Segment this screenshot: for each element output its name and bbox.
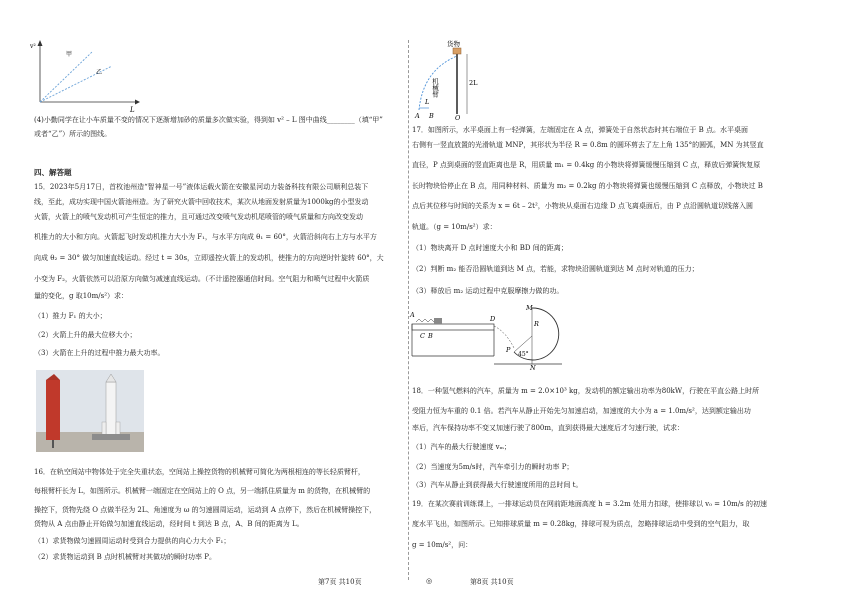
- q15-line-5: 小变为 F₂，火箭依然可以沿原方向做匀减速直线运动。（不计遥控器通信时间。空气阻力和喷气过程中火箭质: [34, 275, 370, 283]
- q15-line-2: 火箭，火箭上的喷气发动机可产生恒定的推力，且可通过改变喷气发动机尾喷管的喷气质量和方向改变发动: [34, 213, 363, 221]
- q16-line-0: 16．在轨空间站中物体处于完全失重状态，空间站上操控货物的机械臂可简化为两根相连的等长轻质臂杆，: [34, 468, 365, 476]
- fig17-c: C: [420, 332, 425, 340]
- graph-y-label: v²: [30, 43, 36, 50]
- fig16-cargo: 货物: [447, 40, 460, 48]
- graph-x-label: L: [130, 106, 135, 114]
- q15-part-3: （3）火箭在上升的过程中推力最大功率。: [34, 349, 165, 357]
- fig16-b: B: [429, 112, 434, 120]
- graph-line-jia: [40, 52, 92, 102]
- q18-line-0: 18．一种氢气燃料的汽车，质量为 m = 2.0×10³ kg，发动机的额定输出功率为80kW，行驶在平直公路上时所: [412, 387, 760, 395]
- fig16-a: A: [415, 112, 420, 120]
- q17-line-1: 右侧有一竖直放置的光滑轨道 MNP，其形状为半径 R = 0.8m 的圆环剪去了左上角 135°的圆弧，MN 为其竖直: [412, 141, 764, 149]
- q17-line-4: 点后其位移与时间的关系为 x = 6t – 2t²，小物块从桌面右边缘 D 点飞离桌面后，由 P 点沿圆轨道切线落入圆: [412, 202, 753, 210]
- fig17-angle: 45°: [518, 351, 529, 358]
- q18-line-1: 受阻力恒为车重的 0.1 倍。若汽车从静止开始先匀加速启动，加速度的大小为 a = 1.0m/s²，达到额定输出功: [412, 407, 751, 415]
- robot-arm-figure: [405, 40, 505, 120]
- fig17-p: P: [506, 346, 511, 354]
- q18-part-2: （2）当速度为5m/s时，汽车牵引力的瞬时功率 P；: [412, 463, 574, 471]
- fig17-m: M: [526, 304, 533, 312]
- q17-part-2: （2）判断 m₂ 能否沿圆轨道到达 M 点，若能，求物块沿圆轨道到达 M 点时对轨道的压力；: [412, 265, 699, 273]
- v2-L-graph: [30, 38, 140, 114]
- q15-part-2: （2）火箭上升的最大位移大小；: [34, 331, 137, 339]
- track-figure: [406, 304, 566, 370]
- fig16-l: L: [425, 98, 430, 106]
- q19-line-0: 19．在某次赛前训练课上，一排球运动员在网前距地面高度 h = 3.2m 处用力扣球，使排球以 v₀ = 10m/s 的初速: [412, 500, 767, 508]
- fig16-length: 2L: [469, 79, 478, 87]
- q17-line-2: 直径，P 点到桌面的竖直距离也是 R，用质量 m₁ = 0.4kg 的小物块将弹簧缓慢压缩到 C 点，释放后弹簧恢复原: [412, 161, 761, 169]
- q15-line-1: 线，至此，成功实现中国火箭池州造。为了研究火箭中回收技术，某次从地面发射质量为1000kg的小型发动: [34, 198, 369, 206]
- q17-line-3: 长时物块恰停止在 B 点，用同种材料、质量为 m₂ = 0.2kg 的小物块将弹簧也缓慢压缩到 C 点释放，小物块过 B: [412, 182, 763, 190]
- q18-part-1: （1）汽车的最大行驶速度 vₘ；: [412, 443, 511, 451]
- q19-line-2: g = 10m/s²，问：: [412, 541, 473, 549]
- fig17-b: B: [428, 332, 433, 340]
- fig17-n: N: [530, 364, 536, 372]
- rocket-photo: [36, 370, 144, 452]
- q4-line-1: (4)小勤同学在让小车质量不变的情况下逐渐增加砂的质量多次做实验，得到如 v² – L 图中曲线________（填“甲”: [34, 116, 383, 124]
- graph-label-yi: 乙: [96, 69, 103, 76]
- footer-right-page-number: 第8页 共10页: [470, 578, 514, 586]
- section-title: 四、解答题: [34, 168, 72, 177]
- footer-left-page-number: 第7页 共10页: [318, 578, 362, 586]
- q16-line-2: 操控下，货物先绕 O 点做半径为 2L、角速度为 ω 的匀速圆周运动，运动到 A 点停下，然后在机械臂操控下，: [34, 506, 377, 514]
- graph-label-jia: 甲: [66, 51, 73, 58]
- q16-part-1: （1）求货物做匀速圆周运动时受到合力提供的向心力大小 F₁；: [34, 537, 231, 545]
- q17-part-1: （1）物块离开 D 点时速度大小和 BD 间的距离；: [412, 244, 568, 252]
- fig17-d: D: [490, 315, 496, 323]
- footer-center-mark: ◎: [426, 577, 433, 585]
- q16-part-2: （2）求货物运动到 B 点时机械臂对其做功的瞬时功率 P。: [34, 553, 216, 561]
- q15-line-0: 15．2023年5月17日，首枚池州造“智神星一号”液体运载火箭在安徽星河动力装备科技有限公司顺利总装下: [34, 183, 369, 191]
- q15-line-6: 量的变化，g 取10m/s²）求：: [34, 292, 129, 300]
- fig17-a: A: [410, 311, 415, 319]
- q15-line-4: 向成 θ₂ = 30° 做匀加速直线运动。经过 t = 30s，立即遥控火箭上的发动机，使推力的方向逆时针旋转 60°，大: [34, 254, 384, 262]
- q15-line-3: 机推力的大小和方向。火箭起飞时发动机推力大小为 F₁，与水平方向成 θ₁ = 60°，火箭沿斜向右上方与水平方: [34, 233, 377, 241]
- q17-part-3: （3）释放后 m₂ 运动过程中克服摩擦力做的功。: [412, 287, 564, 295]
- q18-part-3: （3）汽车从静止到获得最大行驶速度所用的总时间 t。: [412, 481, 583, 489]
- q15-part-1: （1）推力 F₁ 的大小；: [34, 312, 107, 320]
- q18-line-2: 率后，汽车保持功率不变又加速行驶了800m，直到获得最大速度后才匀速行驶，试求：: [412, 424, 684, 432]
- q17-line-5: 轨道。（g = 10m/s²）求：: [412, 223, 497, 231]
- fig16-o: O: [455, 114, 461, 122]
- q4-line-2: 或者“乙”）所示的图线。: [34, 130, 112, 138]
- fig17-r: R: [534, 320, 539, 328]
- q16-line-1: 每根臂杆长为 L，如图所示。机械臂一端固定在空间站上的 O 点，另一端抓住质量为 m 的货物，在机械臂的: [34, 487, 371, 495]
- q16-line-3: 货物从 A 点由静止开始做匀加速直线运动，经时间 t 到达 B 点，A、B 间的距离为 L。: [34, 520, 304, 528]
- fig16-arm: 机械臂: [431, 78, 439, 98]
- q17-line-0: 17．如图所示，水平桌面上有一轻弹簧，左端固定在 A 点，弹簧处于自然状态时其右端位于 B 点。水平桌面: [412, 126, 749, 134]
- q19-line-1: 度水平飞出，如图所示。已知排球质量 m = 0.28kg，排球可视为质点，忽略排球运动中受到的空气阻力，取: [412, 520, 750, 528]
